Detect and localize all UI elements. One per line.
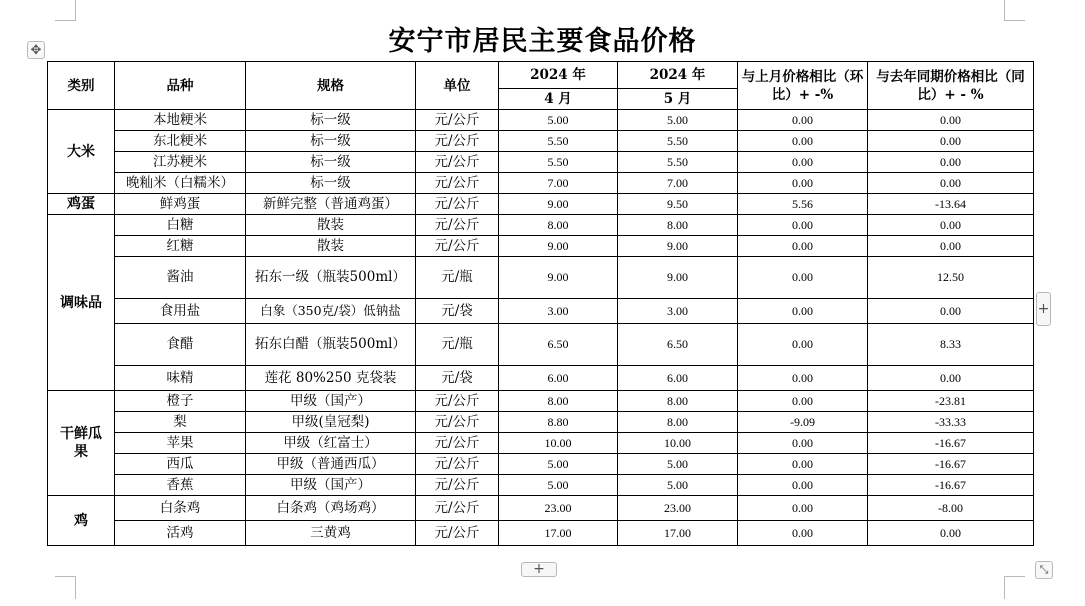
cell-spec[interactable]: 白象（350克/袋）低钠盐: [246, 299, 416, 324]
cell-spec[interactable]: 甲级(皇冠梨): [246, 412, 416, 433]
cell-unit[interactable]: 元/公斤: [416, 475, 499, 496]
cell-spec[interactable]: 标一级: [246, 110, 416, 131]
cell-spec[interactable]: 莲花 80%250 克袋装: [246, 366, 416, 391]
cell-unit[interactable]: 元/公斤: [416, 131, 499, 152]
category-egg: 鸡蛋: [48, 194, 115, 215]
cell-may[interactable]: 9.00: [618, 236, 738, 257]
cell-variety[interactable]: 橙子: [115, 391, 246, 412]
cell-mom[interactable]: 0.00: [738, 475, 868, 496]
cell-apr[interactable]: 10.00: [499, 433, 618, 454]
cell-variety[interactable]: 梨: [115, 412, 246, 433]
add-column-button[interactable]: [1036, 292, 1051, 326]
cell-may[interactable]: 6.00: [618, 366, 738, 391]
header-unit: 单位: [416, 62, 499, 110]
cell-apr[interactable]: 3.00: [499, 299, 618, 324]
cell-spec[interactable]: 标一级: [246, 173, 416, 194]
cell-variety[interactable]: 白条鸡: [115, 496, 246, 521]
header-yoy: 与去年同期价格相比（同比）+ - %: [868, 62, 1034, 110]
cell-yoy[interactable]: 0.00: [868, 215, 1034, 236]
price-table: [47, 61, 1034, 546]
cell-may[interactable]: 3.00: [618, 299, 738, 324]
page-corner-mark-top-right: [1004, 0, 1025, 21]
cell-mom[interactable]: 0.00: [738, 324, 868, 366]
cell-may[interactable]: 9.00: [618, 257, 738, 299]
cell-mom[interactable]: 0.00: [738, 131, 868, 152]
cell-yoy[interactable]: 0.00: [868, 236, 1034, 257]
cell-yoy[interactable]: -16.67: [868, 475, 1034, 496]
cell-variety[interactable]: 食用盐: [115, 299, 246, 324]
cell-may[interactable]: 8.00: [618, 215, 738, 236]
cell-variety[interactable]: 鲜鸡蛋: [115, 194, 246, 215]
header-mom: 与上月价格相比（环比）+ -%: [738, 62, 868, 110]
cell-variety[interactable]: 白糖: [115, 215, 246, 236]
cell-spec[interactable]: 白条鸡（鸡场鸡）: [246, 496, 416, 521]
cell-apr[interactable]: 5.50: [499, 131, 618, 152]
category-fruit: 干鲜瓜果: [48, 391, 115, 496]
category-chicken: 鸡: [48, 496, 115, 546]
cell-unit[interactable]: 元/公斤: [416, 110, 499, 131]
cell-yoy[interactable]: -13.64: [868, 194, 1034, 215]
cell-yoy[interactable]: -16.67: [868, 433, 1034, 454]
cell-unit[interactable]: 元/公斤: [416, 236, 499, 257]
cell-apr[interactable]: 5.50: [499, 152, 618, 173]
header-variety: 品种: [115, 62, 246, 110]
cell-variety[interactable]: 苹果: [115, 433, 246, 454]
cell-unit[interactable]: 元/公斤: [416, 194, 499, 215]
category-seasoning: 调味品: [48, 215, 115, 391]
cell-spec[interactable]: 标一级: [246, 131, 416, 152]
resize-icon: ⤡: [1039, 563, 1049, 576]
header-month-may: 5 月: [618, 89, 738, 110]
cell-unit[interactable]: 元/公斤: [416, 454, 499, 475]
cell-apr[interactable]: 17.00: [499, 521, 618, 546]
cell-may[interactable]: 5.00: [618, 475, 738, 496]
cell-yoy[interactable]: -16.67: [868, 454, 1034, 475]
cell-apr[interactable]: 8.80: [499, 412, 618, 433]
cell-spec[interactable]: 拓东一级（瓶装500ml）: [246, 257, 416, 299]
cell-apr[interactable]: 6.50: [499, 324, 618, 366]
document-title: 安宁市居民主要食品价格: [388, 26, 697, 57]
page-corner-mark-top-left: [55, 0, 76, 21]
cell-variety[interactable]: 味精: [115, 366, 246, 391]
cell-apr[interactable]: 5.00: [499, 454, 618, 475]
cell-mom[interactable]: 0.00: [738, 496, 868, 521]
cell-mom[interactable]: 0.00: [738, 215, 868, 236]
cell-mom[interactable]: 0.00: [738, 299, 868, 324]
cell-variety[interactable]: 酱油: [115, 257, 246, 299]
table-resize-handle[interactable]: [1035, 561, 1053, 579]
cell-mom[interactable]: 0.00: [738, 110, 868, 131]
cell-yoy[interactable]: 0.00: [868, 299, 1034, 324]
cell-may[interactable]: 10.00: [618, 433, 738, 454]
cell-mom[interactable]: 0.00: [738, 433, 868, 454]
cell-unit[interactable]: 元/公斤: [416, 215, 499, 236]
cell-spec[interactable]: 散装: [246, 236, 416, 257]
cell-mom[interactable]: -9.09: [738, 412, 868, 433]
cell-unit[interactable]: 元/公斤: [416, 152, 499, 173]
cell-spec[interactable]: 拓东白醋（瓶装500ml）: [246, 324, 416, 366]
cell-may[interactable]: 5.00: [618, 454, 738, 475]
cell-variety[interactable]: 食醋: [115, 324, 246, 366]
cell-may[interactable]: 6.50: [618, 324, 738, 366]
header-month-apr: 4 月: [499, 89, 618, 110]
cell-apr[interactable]: 5.00: [499, 110, 618, 131]
cell-apr[interactable]: 8.00: [499, 391, 618, 412]
cell-unit[interactable]: 元/袋: [416, 366, 499, 391]
cell-unit[interactable]: 元/袋: [416, 299, 499, 324]
cell-may[interactable]: 9.50: [618, 194, 738, 215]
cell-variety[interactable]: 本地粳米: [115, 110, 246, 131]
cell-unit[interactable]: 元/瓶: [416, 257, 499, 299]
cell-variety[interactable]: 红糖: [115, 236, 246, 257]
page-corner-mark-bottom-left: [55, 576, 76, 599]
cell-yoy[interactable]: 12.50: [868, 257, 1034, 299]
cell-unit[interactable]: 元/公斤: [416, 496, 499, 521]
cell-variety[interactable]: 东北粳米: [115, 131, 246, 152]
cell-may[interactable]: 5.00: [618, 110, 738, 131]
cell-yoy[interactable]: 0.00: [868, 152, 1034, 173]
cell-apr[interactable]: 8.00: [499, 215, 618, 236]
cell-yoy[interactable]: 0.00: [868, 366, 1034, 391]
cell-apr[interactable]: 5.00: [499, 475, 618, 496]
cell-mom[interactable]: 0.00: [738, 366, 868, 391]
header-spec: 规格: [246, 62, 416, 110]
cell-spec[interactable]: 甲级（国产）: [246, 391, 416, 412]
category-rice: 大米: [48, 110, 115, 194]
cell-variety[interactable]: 西瓜: [115, 454, 246, 475]
cell-yoy[interactable]: 0.00: [868, 521, 1034, 546]
cell-spec[interactable]: 新鲜完整（普通鸡蛋）: [246, 194, 416, 215]
header-year-2: 2024 年: [618, 62, 738, 89]
cell-apr[interactable]: 9.00: [499, 257, 618, 299]
cell-mom[interactable]: 0.00: [738, 236, 868, 257]
cell-yoy[interactable]: 8.33: [868, 324, 1034, 366]
cell-spec[interactable]: 甲级（国产）: [246, 475, 416, 496]
plus-icon: +: [533, 561, 545, 577]
cell-mom[interactable]: 5.56: [738, 194, 868, 215]
header-year-1: 2024 年: [499, 62, 618, 89]
cell-mom[interactable]: 0.00: [738, 454, 868, 475]
plus-icon: +: [1037, 301, 1050, 317]
cell-mom[interactable]: 0.00: [738, 521, 868, 546]
cell-mom[interactable]: 0.00: [738, 257, 868, 299]
cell-apr[interactable]: 23.00: [499, 496, 618, 521]
cell-may[interactable]: 17.00: [618, 521, 738, 546]
cell-unit[interactable]: 元/公斤: [416, 173, 499, 194]
cell-spec[interactable]: 标一级: [246, 152, 416, 173]
cell-unit[interactable]: 元/公斤: [416, 521, 499, 546]
cell-spec[interactable]: 三黄鸡: [246, 521, 416, 546]
cell-unit[interactable]: 元/瓶: [416, 324, 499, 366]
cell-unit[interactable]: 元/公斤: [416, 391, 499, 412]
cell-unit[interactable]: 元/公斤: [416, 412, 499, 433]
cell-variety[interactable]: 香蕉: [115, 475, 246, 496]
cell-apr[interactable]: 6.00: [499, 366, 618, 391]
cell-mom[interactable]: 0.00: [738, 391, 868, 412]
cell-yoy[interactable]: 0.00: [868, 173, 1034, 194]
cell-yoy[interactable]: 0.00: [868, 110, 1034, 131]
cell-variety[interactable]: 活鸡: [115, 521, 246, 546]
cell-variety[interactable]: 江苏粳米: [115, 152, 246, 173]
cell-may[interactable]: 23.00: [618, 496, 738, 521]
add-row-button[interactable]: [521, 562, 557, 577]
cell-may[interactable]: 5.50: [618, 131, 738, 152]
cell-variety[interactable]: 晚籼米（白糯米）: [115, 173, 246, 194]
cell-may[interactable]: 8.00: [618, 391, 738, 412]
move-icon: ✥: [30, 42, 42, 58]
cell-spec[interactable]: 散装: [246, 215, 416, 236]
cell-mom[interactable]: 0.00: [738, 173, 868, 194]
cell-apr[interactable]: 9.00: [499, 194, 618, 215]
page-corner-mark-bottom-right: [1004, 576, 1025, 599]
cell-spec[interactable]: 甲级（普通西瓜）: [246, 454, 416, 475]
cell-may[interactable]: 5.50: [618, 152, 738, 173]
cell-apr[interactable]: 7.00: [499, 173, 618, 194]
cell-yoy[interactable]: 0.00: [868, 131, 1034, 152]
header-category: 类别: [48, 62, 115, 110]
table-move-handle[interactable]: [27, 41, 45, 59]
cell-may[interactable]: 8.00: [618, 412, 738, 433]
cell-may[interactable]: 7.00: [618, 173, 738, 194]
cell-yoy[interactable]: -8.00: [868, 496, 1034, 521]
cell-yoy[interactable]: -33.33: [868, 412, 1034, 433]
cell-unit[interactable]: 元/公斤: [416, 433, 499, 454]
cell-spec[interactable]: 甲级（红富士）: [246, 433, 416, 454]
cell-mom[interactable]: 0.00: [738, 152, 868, 173]
cell-apr[interactable]: 9.00: [499, 236, 618, 257]
cell-yoy[interactable]: -23.81: [868, 391, 1034, 412]
